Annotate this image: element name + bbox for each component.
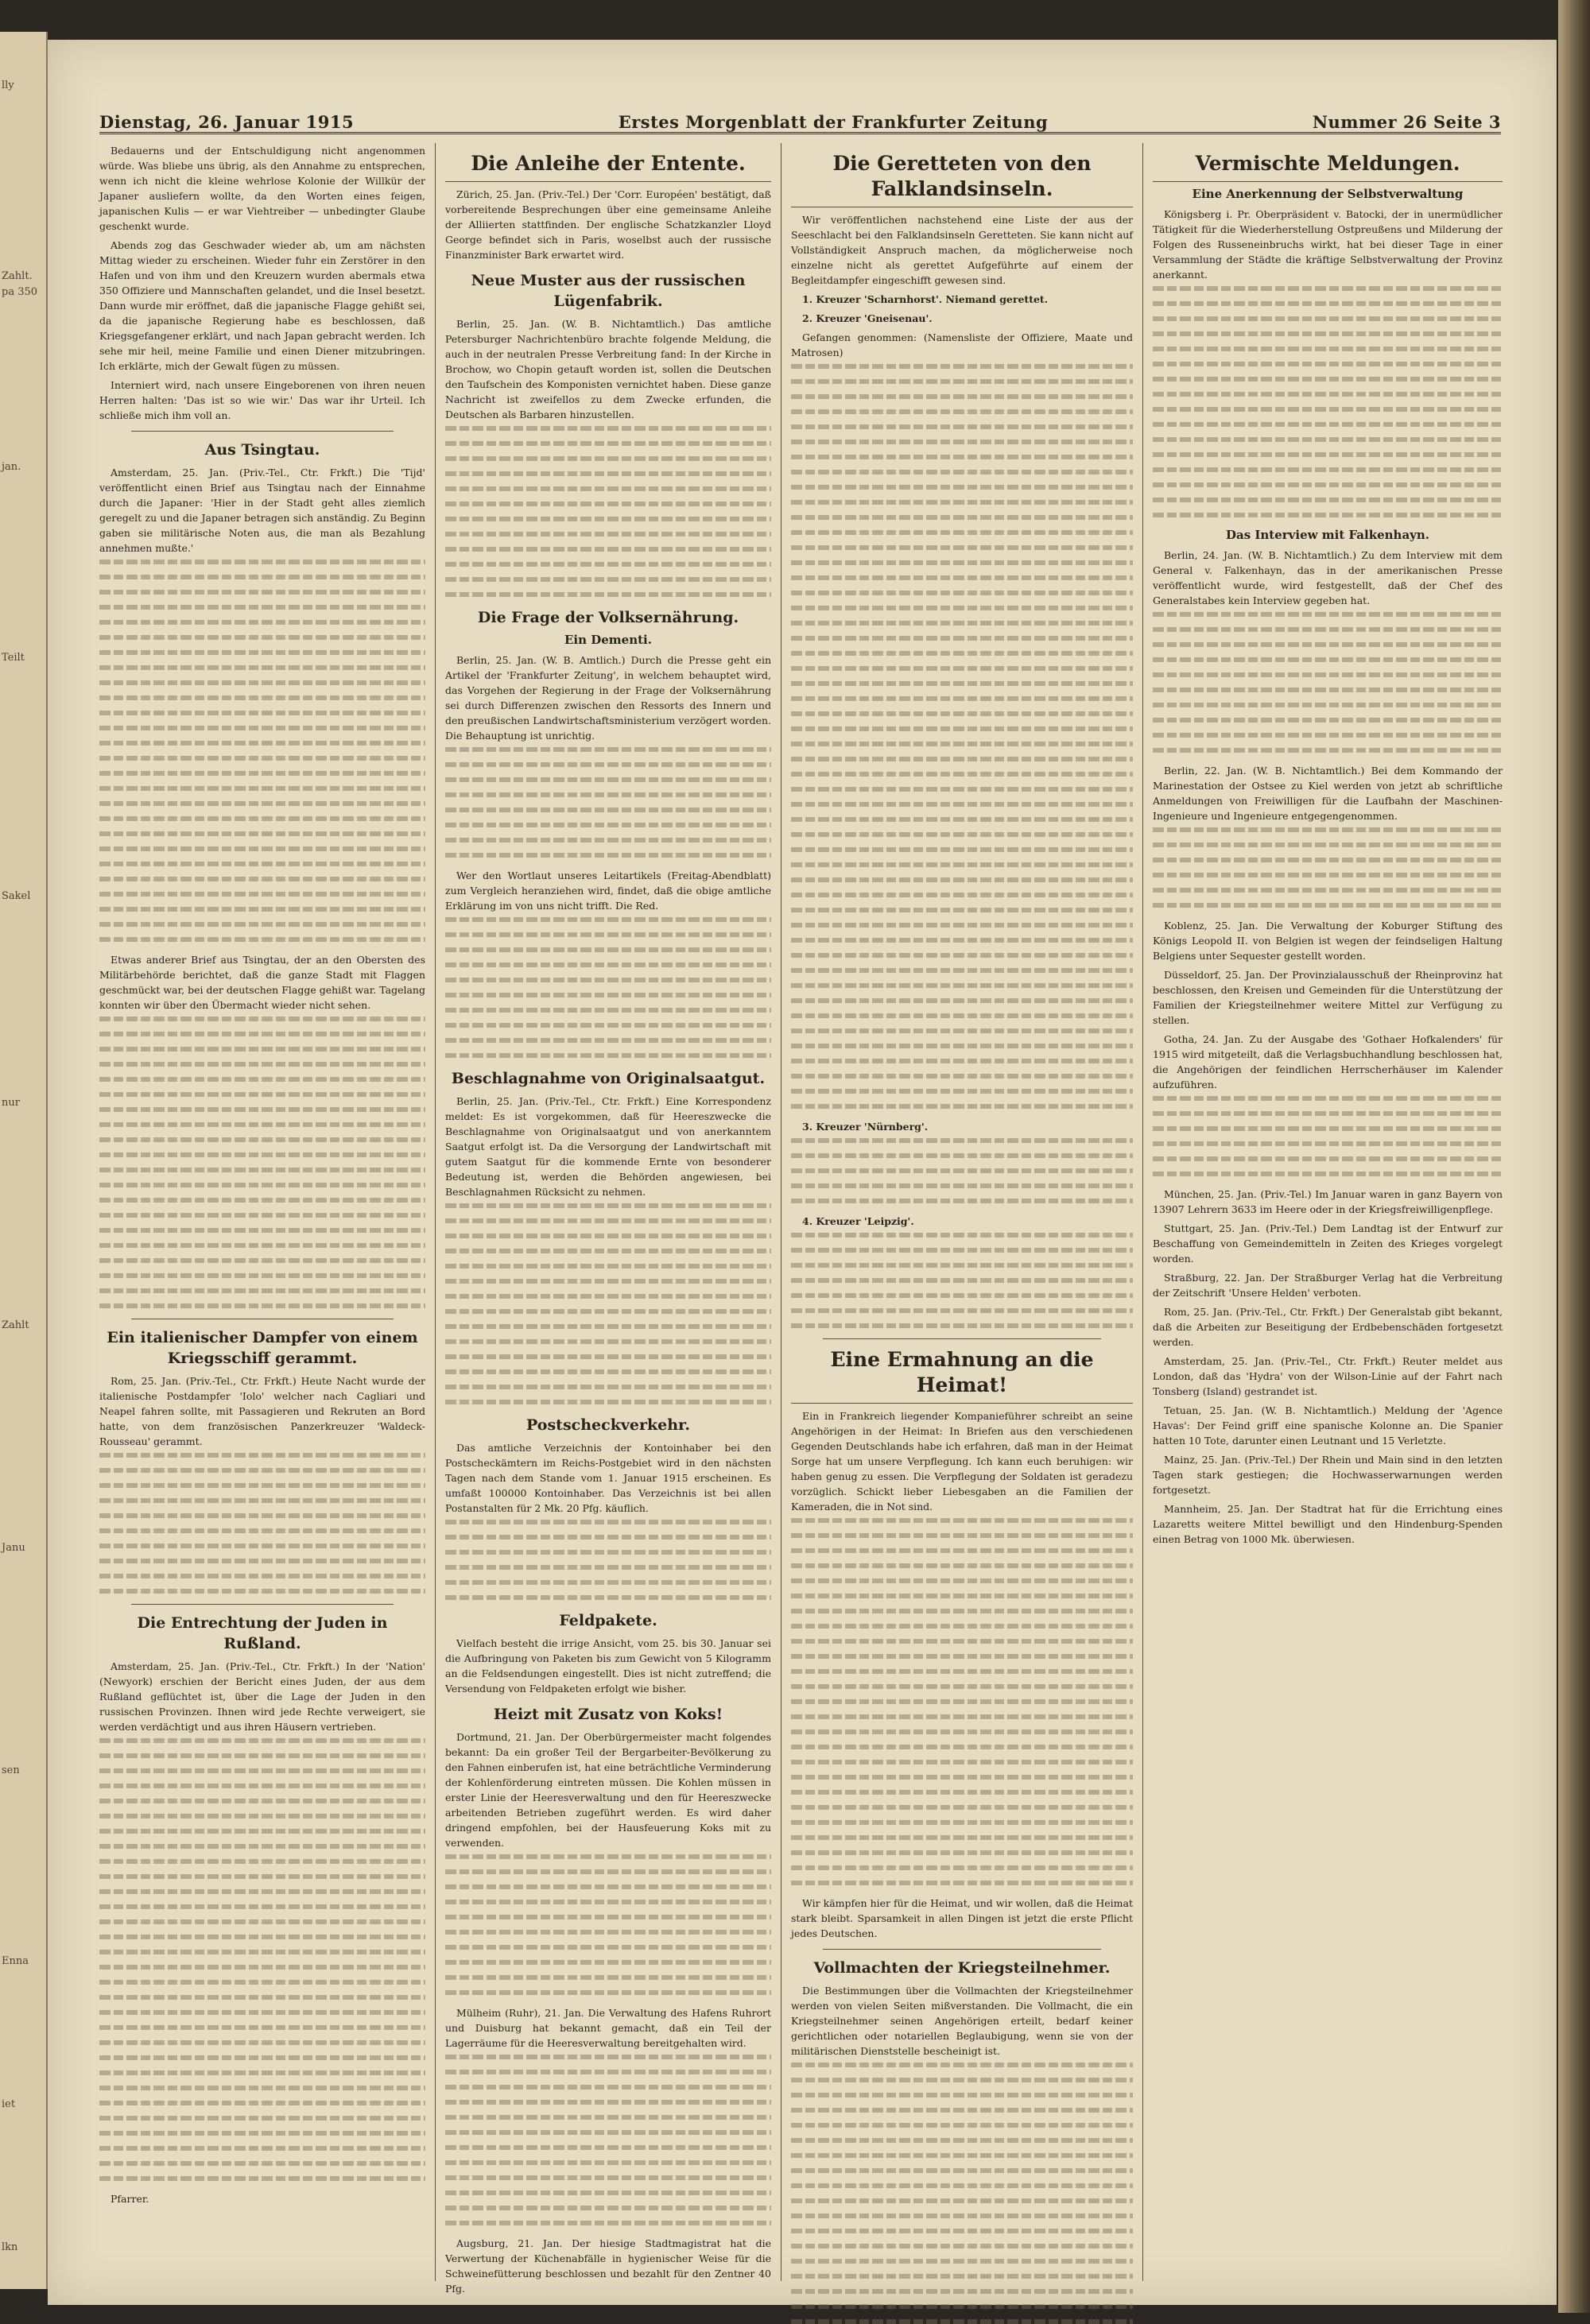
ship-heading: 1. Kreuzer 'Scharnhorst'. Niemand gerettet. — [802, 293, 1049, 305]
text-lines — [1153, 1096, 1503, 1176]
text-lines — [1153, 286, 1503, 517]
headline: Die Entrechtung der Juden in Rußland. — [137, 1614, 388, 1652]
masthead — [99, 103, 1501, 134]
article-text: Wir kämpfen hier für die Heimat, und wir wollen, daß die Heimat stark bleibt. Sparsamkeit in allen Dingen ist jetzt die erste Pflicht jedes Deutschen. — [791, 1897, 1133, 1939]
fragment: lly — [2, 79, 14, 91]
headline: Vollmachten der Kriegsteilnehmer. — [813, 1959, 1111, 1977]
article-text: Berlin, 25. Jan. (W. B. Amtlich.) Durch die Presse geht ein Artikel der 'Frankfurter Zeitung', in welchem behauptet wird, das Vorgehen der Regierung in der Frage der Volksernährung sei durch Differenzen zwischen den Ressorts des Innern und den preußischen Landwirtschaftsministerium verzögert worden. Die Behauptung ist unrichtig. — [445, 654, 771, 742]
text-lines — [445, 1854, 771, 1995]
article-text: Interniert wird, nach unsere Eingeborenen von ihren neuen Herren halten: 'Das ist so wie wir.' Das war ihr Urteil. Ich schließe mich ihm voll an. — [99, 379, 425, 421]
list-note: Gefangen genommen: (Namensliste der Offiziere, Maate und Matrosen) — [791, 331, 1133, 358]
subheadline: Eine Anerkennung der Selbstverwaltung — [1192, 187, 1464, 201]
text-lines — [445, 426, 771, 597]
article-text: Wir veröffentlichen nachstehend eine Liste der aus der Seeschlacht bei den Falklandsinseln Geretteten. Sie kann nicht auf Vollständigkeit Anspruch machen, da möglicherweise noch einzelne nicht als gerettet Aufgeführte auf einem der Begleitdampfer eingeschifft gewesen sind. — [791, 214, 1133, 286]
fragment: Janu — [2, 1542, 25, 1554]
article-text: Zürich, 25. Jan. (Priv.-Tel.) Der 'Corr. Européen' bestätigt, daß vorbereitende Besprechungen über eine gemeinsame Anleihe der Alliierten stattfinden. Der englische Schatzkanzler Lloyd George befindet sich in Paris, woselbst auch der russische Finanzminister Bark erwartet wird. — [445, 188, 771, 261]
text-lines — [445, 747, 771, 858]
text-lines — [1153, 612, 1503, 753]
article-text: Berlin, 25. Jan. (W. B. Nichtamtlich.) Das amtliche Petersburger Nachrichtenbüro brachte folgende Meldung, die auch in der neutralen Presse Verbreitung fand: In der Kirche in Brochow, wo Chopin getauft worden ist, sollen die Deutschen den Taufschein des Komponisten vernichtet haben. Diese ganze Nachricht ist zweifellos zu dem Zwecke erfunden, die Deutschen als Barbaren hinzustellen. — [445, 318, 771, 420]
headline: Feldpakete. — [559, 1612, 657, 1629]
headline: Eine Ermahnung an die Heimat! — [791, 1347, 1133, 1404]
article-text: Mainz, 25. Jan. (Priv.-Tel.) Der Rhein und Main sind in den letzten Tagen stark gestiegen; die Hochwasserwarnungen werden fortgesetzt. — [1153, 1454, 1503, 1496]
headline: Die Frage der Volksernährung. — [477, 609, 739, 626]
fragment: nur — [2, 1097, 20, 1109]
divider — [131, 431, 394, 432]
ship-heading: 4. Kreuzer 'Leipzig'. — [802, 1215, 914, 1227]
article-text: Das amtliche Verzeichnis der Kontoinhaber bei den Postscheckämtern im Reichs-Postgebiet wird in den nächsten Tagen nach dem Stande vom 1. Januar 1915 erscheinen. Es umfaßt 100000 Kontoinhaber. Das Verzeichnis ist bei allen Postanstalten für 2 Mk. 20 Pfg. käuflich. — [445, 1442, 771, 1514]
column-2 — [445, 143, 771, 2295]
previous-page-edge — [0, 32, 48, 2289]
text-lines — [99, 1738, 425, 2181]
text-lines — [1153, 827, 1503, 908]
name-list — [791, 1233, 1133, 1328]
headline: Ein italienischer Dampfer von einem Kriegsschiff gerammt. — [107, 1329, 418, 1367]
text-lines — [791, 2063, 1133, 2324]
headline: Die Geretteten von den Falklandsinseln. — [791, 151, 1133, 207]
issue-date: Dienstag, 26. Januar 1915 — [99, 112, 355, 132]
text-lines — [445, 2055, 771, 2225]
fragment: pa 350 — [2, 286, 38, 298]
article-text: Dortmund, 21. Jan. Der Oberbürgermeister macht folgendes bekannt: Da ein großer Teil der Bergarbeiter-Bevölkerung zu den Fahnen einberufen ist, hat eine beträchtliche Verminderung der Kohlenförderung eintreten müssen. Die Kohlen müssen in erster Linie der Heeresverwaltung und den für Heereszwecke arbeitenden Betrieben zugeführt werden. Es wird daher dringend empfohlen, bei der Hausfeuerung Koks mit zu verwenden. — [445, 1731, 771, 1849]
editorial-note: Wer den Wortlaut unseres Leitartikels (Freitag-Abendblatt) zum Vergleich heranziehen wird, findet, daß die obige amtliche Erklärung im von uns nicht trifft. Die Red. — [445, 870, 771, 912]
ship-heading: 2. Kreuzer 'Gneisenau'. — [802, 312, 933, 324]
fragment: Teilt — [2, 652, 25, 664]
article-text: Amsterdam, 25. Jan. (Priv.-Tel., Ctr. Frkft.) In der 'Nation' (Newyork) erschien der Bericht eines Juden, der aus dem Rußland geflüchtet ist, über die Lage der Juden in den russischen Provinzen. Ihnen wird jede Rechte verweigert, sie werden verdächtigt und aus ihren Häusern vertrieben. — [99, 1660, 425, 1733]
divider — [823, 1949, 1101, 1950]
article-text: Rom, 25. Jan. (Priv.-Tel., Ctr. Frkft.) Der Generalstab gibt bekannt, daß die Arbeiten zur Beseitigung der Erdbebenschäden fortgesetzt werden. — [1153, 1306, 1503, 1348]
article-text: Vielfach besteht die irrige Ansicht, vom 25. bis 30. Januar sei die Aufbringung von Paketen bis zum Gewicht von 5 Kilogramm an die Feldsendungen eingestellt. Dies ist nicht zutreffend; die Versendung von Feldpaketen erfolgt wie bisher. — [445, 1637, 771, 1695]
book-spine — [1558, 0, 1590, 2313]
text-lines — [445, 1203, 771, 1404]
fragment: sen — [2, 1764, 20, 1776]
fragment: iet — [2, 2098, 16, 2110]
article-text: Stuttgart, 25. Jan. (Priv.-Tel.) Dem Landtag ist der Entwurf zur Beschaffung von Gemeindemitteln in Zeiten des Krieges vorgelegt worden. — [1153, 1222, 1503, 1265]
name-list — [791, 364, 1133, 1109]
article-text: Königsberg i. Pr. Oberpräsident v. Batocki, der in unermüdlicher Tätigkeit für die Wiederherstellung Ostpreußens und Milderung der Folgen des Russeneinbruchs wirkt, hat bei dieser Tage in einer Versammlung der Städte die kräftige Selbstverwaltung der Provinz anerkannt. — [1153, 208, 1503, 281]
subheadline: Das Interview mit Falkenhayn. — [1225, 528, 1430, 542]
column-4 — [1153, 143, 1503, 2281]
column-rule — [1142, 143, 1143, 2281]
article-text: Amsterdam, 25. Jan. (Priv.-Tel., Ctr. Frkft.) Reuter meldet aus London, daß das 'Hydra' von der Wilson-Linie auf der Fahrt nach Tonsberg (Island) gestrandet ist. — [1153, 1355, 1503, 1397]
article-text: Etwas anderer Brief aus Tsingtau, der an den Obersten des Militärbehörde berichtet, daß die ganze Stadt mit Flaggen geschmückt war, bei der deutschen Flagge gehißt war. Tagelang konnten wir über den Übermacht wieder nicht sehen. — [99, 954, 425, 1011]
text-lines — [791, 1518, 1133, 1885]
column-rule — [435, 143, 436, 2281]
name-list — [791, 1138, 1133, 1203]
article-text: Rom, 25. Jan. (Priv.-Tel., Ctr. Frkft.) Heute Nacht wurde der italienische Postdampfer 'Iolo' welcher nach Cagliari und Neapel fahren sollte, mit Passagieren und Rekruten an Bord hatte, von dem französischen Panzerkreuzer 'Waldeck-Rousseau' gerammt. — [99, 1375, 425, 1447]
article-text: Mannheim, 25. Jan. Der Stadtrat hat für die Errichtung eines Lazaretts weitere Mittel bewilligt und den Hindenburg-Spenden einen Betrag von 1000 Mk. überwiesen. — [1153, 1503, 1503, 1545]
headline: Aus Tsingtau. — [204, 441, 320, 459]
issue-number: Nummer 26 Seite 3 — [1312, 112, 1501, 132]
article-text: Berlin, 25. Jan. (Priv.-Tel., Ctr. Frkft.) Eine Korrespondenz meldet: Es ist vorgekommen, daß für Heereszwecke die Beschlagnahme von Originalsaatgut und von anerkanntem Saatgut erfolgt ist. Da die Versorgung der Landwirtschaft mit gutem Saatgut für die kommende Ernte von besonderer Bedeutung ist, werden die Behörden angewiesen, bei Beschlagnahmen Rücksicht zu nehmen. — [445, 1095, 771, 1198]
headline: Heizt mit Zusatz von Koks! — [493, 1706, 723, 1723]
article-text: Mülheim (Ruhr), 21. Jan. Die Verwaltung des Hafens Ruhrort und Duisburg hat bekannt gemacht, daß ein Teil der Lagerräume für die Heeresverwaltung bereitgehalten wird. — [445, 2007, 771, 2049]
headline: Postscheckverkehr. — [526, 1416, 690, 1434]
article-text: Amsterdam, 25. Jan. (Priv.-Tel., Ctr. Frkft.) Die 'Tijd' veröffentlicht einen Brief aus Tsingtau nach der Einnahme durch die Japaner: 'Hier in der Stadt geht alles ziemlich geregelt zu und die Japaner betragen sich anständig. Zu Beginn gaben sie militärische Noten aus, die man als Bezahlung annehmen mußte.' — [99, 467, 425, 554]
text-lines — [445, 1520, 771, 1600]
paper-title: Erstes Morgenblatt der Frankfurter Zeitung — [618, 112, 1049, 132]
article-text: Berlin, 22. Jan. (W. B. Nichtamtlich.) Bei dem Kommando der Marinestation der Ostsee zu Kiel werden von jetzt ab schriftliche Anmeldungen von Freiwilligen für die Laufbahn der Maschinen-Ingenieure und Ingenieure entgegengenommen. — [1153, 765, 1503, 822]
fragment: Zahlt — [2, 1319, 29, 1331]
text-lines — [445, 917, 771, 1058]
fragment: Zahlt. — [2, 270, 33, 282]
signature: Pfarrer. — [111, 2193, 149, 2205]
article-text: Augsburg, 21. Jan. Der hiesige Stadtmagistrat hat die Verwertung der Küchenabfälle in hygienischer Weise für die Schweinefütterung beschlossen und bezahlt für den Zentner 40 Pfg. — [445, 2237, 771, 2295]
ship-heading: 3. Kreuzer 'Nürnberg'. — [802, 1121, 929, 1133]
article-text: Bedauerns und der Entschuldigung nicht angenommen würde. Was bliebe uns übrig, als den Annahme zu entsprechen, wenn ich nicht die kleine wehrlose Kolonie der Willkür der Japaner ausliefern wollte, da den Worten eines feigen, japanischen Kulis — er war Viehtreiber — unbedingter Glaube geschenkt wurde. — [99, 145, 425, 232]
divider — [823, 1338, 1101, 1339]
newspaper-page — [48, 40, 1557, 2305]
article-text: Abends zog das Geschwader wieder ab, um am nächsten Mittag wieder zu erscheinen. Wieder fuhr ein Zerstörer in den Hafen und von ihm und den Kreuzern wurden abermals etwa 350 Offiziere und Mannschaften gelandet, und die Insel besetzt. Dann wurde mir eröffnet, daß die japanische Flagge gehißt sei, da die japanische Regierung habe es beschlossen, daß Kriegsgefangener erklärt, und nach Japan gebracht werden. Ich sehe mir heil, meine Familie und einen Diener mitzubringen. Ich erklärte, mich der Gewalt fügen zu müssen. — [99, 239, 425, 372]
fragment: lkn — [2, 2241, 18, 2253]
article-text: Ein in Frankreich liegender Kompanieführer schreibt an seine Angehörigen in der Heimat: In Briefen aus den verschiedenen Gegenden Deutschlands habe ich erfahren, daß man in der Heimat Sorge hat um unsere Verpflegung. Ich kann euch beruhigen: wir haben genug zu essen. Die Verpflegung der Soldaten ist geradezu vorzüglich. Schickt lieber Liebesgaben an die Familien der Kameraden, die in Not sind. — [791, 1410, 1133, 1513]
text-lines — [99, 1017, 425, 1308]
article-text: Düsseldorf, 25. Jan. Der Provinzialausschuß der Rheinprovinz hat beschlossen, den Kreisen und Gemeinden für die Unterstützung der Familien der Kriegsteilnehmer weitere Mittel zur Verfügung zu stellen. — [1153, 969, 1503, 1026]
headline: Vermischte Meldungen. — [1153, 151, 1503, 182]
headline: Die Anleihe der Entente. — [445, 151, 771, 182]
column-3 — [791, 143, 1133, 2281]
fragment: Enna — [2, 1955, 29, 1967]
text-lines — [99, 560, 425, 942]
text-lines — [99, 1453, 425, 1594]
divider — [131, 1604, 394, 1605]
article-text: Koblenz, 25. Jan. Die Verwaltung der Koburger Stiftung des Königs Leopold II. von Belgien ist wegen der feindseligen Haltung Belgiens unter Sequester gestellt worden. — [1153, 920, 1503, 962]
fragment: jan. — [2, 461, 21, 473]
subheadline: Ein Dementi. — [564, 633, 652, 647]
article-text: Straßburg, 22. Jan. Der Straßburger Verlag hat die Verbreitung der Zeitschrift 'Unsere Helden' verboten. — [1153, 1272, 1503, 1299]
column-1 — [99, 143, 425, 2281]
fragment: Sakel — [2, 890, 31, 902]
article-text: Die Bestimmungen über die Vollmachten der Kriegsteilnehmer werden von vielen Seiten mißverstanden. Die Vollmacht, die ein Kriegsteilnehmer seinen Angehörigen erteilt, bedarf keiner gerichtlichen oder notariellen Beglaubigung, wenn sie von der militärischen Dienststelle bescheinigt ist. — [791, 1985, 1133, 2057]
article-text: Tetuan, 25. Jan. (W. B. Nichtamtlich.) Meldung der 'Agence Havas': Der Feind griff eine spanische Kolonne an. Die Spanier hatten 10 Tote, darunter einen Leutnant und 15 Verletzte. — [1153, 1404, 1503, 1447]
article-text: Berlin, 24. Jan. (W. B. Nichtamtlich.) Zu dem Interview mit dem General v. Falkenhayn, das in der amerikanischen Presse veröffentlicht wurde, wird festgestellt, daß der Chef des Generalstabes kein Interview gegeben hat. — [1153, 549, 1503, 606]
article-text: Gotha, 24. Jan. Zu der Ausgabe des 'Gothaer Hofkalenders' für 1915 wird mitgeteilt, daß die Verlagsbuchhandlung beschlossen hat, die Angehörigen der feindlichen Herrscherhäuser im Kalender aufzuführen. — [1153, 1033, 1503, 1090]
headline: Beschlagnahme von Originalsaatgut. — [451, 1070, 766, 1087]
headline: Neue Muster aus der russischen Lügenfabrik. — [471, 272, 746, 310]
article-text: München, 25. Jan. (Priv.-Tel.) Im Januar waren in ganz Bayern von 13907 Lehrern 3633 im Heere oder in der Kriegsfreiwilligenpflege. — [1153, 1188, 1503, 1215]
